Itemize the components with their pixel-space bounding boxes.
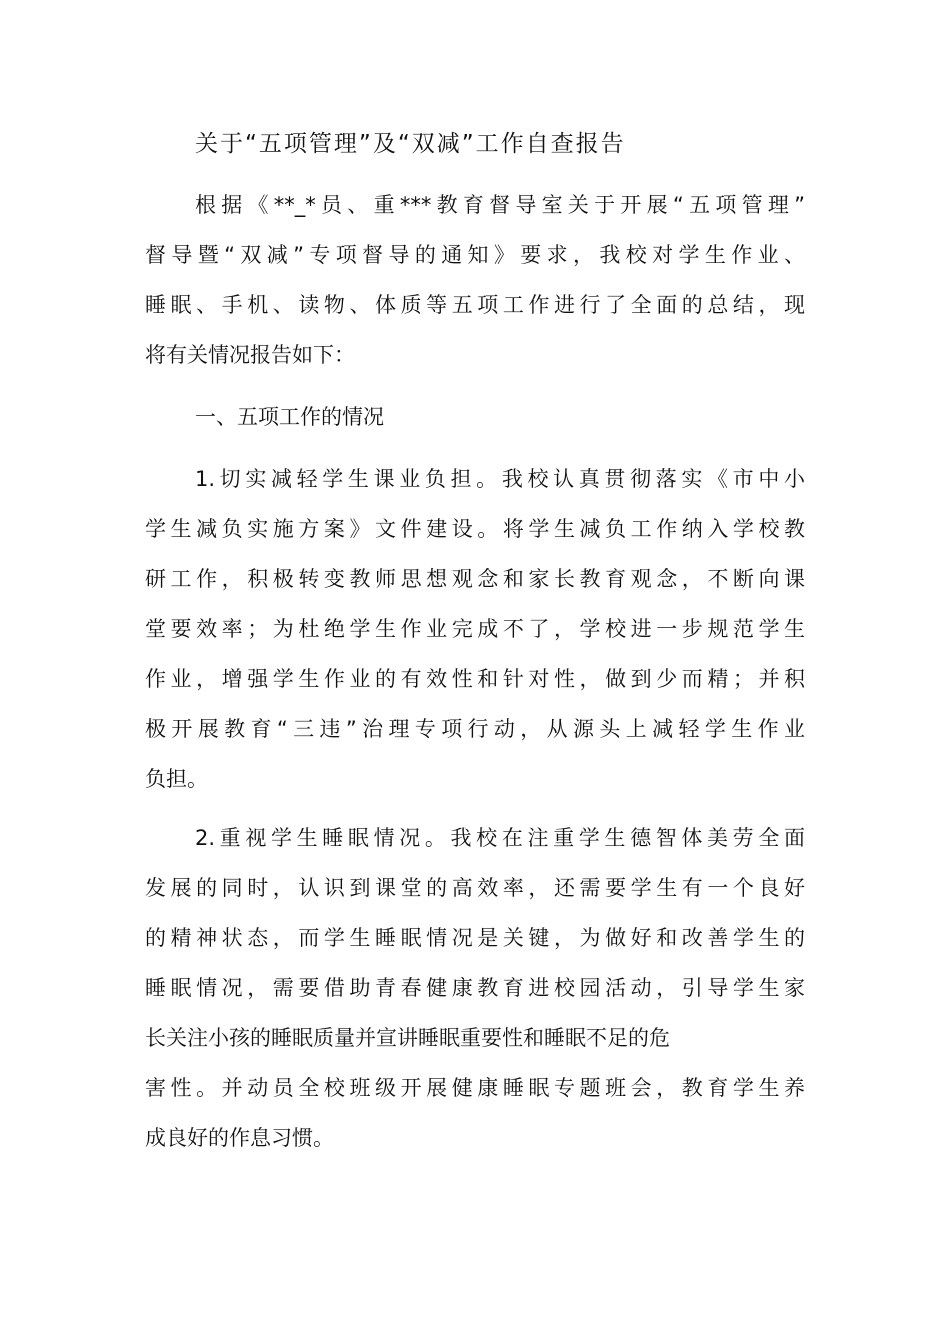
item1-line: 作业，增强学生作业的有效性和针对性，做到少而精；并积: [145, 667, 805, 691]
item1-line: 堂要效率；为杜绝学生作业完成不了，学校进一步规范学生: [145, 617, 805, 641]
item1-line: 研工作，积极转变教师思想观念和家长教育观念，不断向课: [145, 567, 805, 591]
item2-line: 的精神状态，而学生睡眠情况是关键，为做好和改善学生的: [145, 926, 805, 950]
intro-line: 睡眠、手机、读物、体质等五项工作进行了全面的总结，现: [145, 293, 805, 317]
item2-paragraph: [145, 813, 815, 1163]
intro-line: 根据《**_*员、重***教育督导室关于开展“五项管理”: [195, 193, 805, 217]
item1-line: 1.切实减轻学生课业负担。我校认真贯彻落实《市中小: [195, 467, 805, 491]
intro-paragraph: [145, 180, 815, 380]
item2-line: 长关注小孩的睡眠质量并宣讲睡眠重要性和睡眠不足的危: [145, 1026, 670, 1050]
item2-line: 成良好的作息习惯。: [145, 1126, 334, 1150]
item1-line: 负担。: [145, 767, 208, 791]
item2-line: 睡眠情况，需要借助青春健康教育进校园活动，引导学生家: [145, 976, 805, 1000]
item1-paragraph: [145, 454, 815, 804]
item2-line: 害性。并动员全校班级开展健康睡眠专题班会，教育学生养: [145, 1076, 805, 1100]
section1-heading: 一、五项工作的情况: [195, 405, 384, 429]
intro-line: 督导暨“双减”专项督导的通知》要求，我校对学生作业、: [145, 243, 805, 267]
section-heading: [145, 392, 815, 442]
item1-line: 极开展教育“三违”治理专项行动，从源头上减轻学生作业: [145, 717, 805, 741]
item2-line: 发展的同时，认识到课堂的高效率，还需要学生有一个良好: [145, 876, 805, 900]
document-title: 关于“五项管理”及“双减”工作自查报告: [195, 131, 626, 157]
item2-line: 2.重视学生睡眠情况。我校在注重学生德智体美劳全面: [195, 826, 805, 850]
intro-line: 将有关情况报告如下：: [145, 343, 355, 367]
item1-line: 学生减负实施方案》文件建设。将学生减负工作纳入学校教: [145, 517, 805, 541]
